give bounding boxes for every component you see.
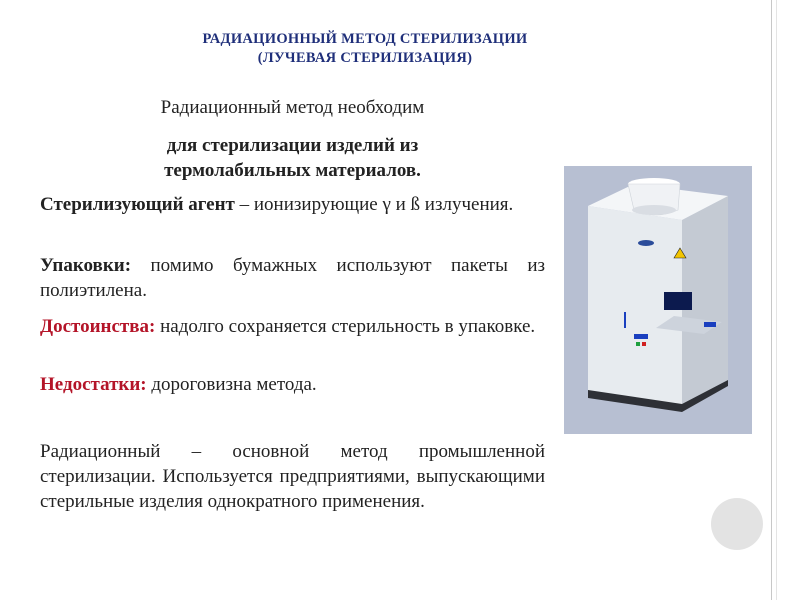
right-border-line-outer	[776, 0, 777, 600]
slide-title-line2: (ЛУЧЕВАЯ СТЕРИЛИЗАЦИЯ)	[257, 50, 473, 66]
advantages-text: надолго сохраняется стерильность в упаковке.	[155, 316, 536, 337]
packaging-label: Упаковки:	[40, 255, 132, 276]
intro-line-2	[40, 133, 545, 183]
advantages-paragraph	[40, 314, 545, 339]
conclusion-paragraph: Радиационный – основной метод промышленной стерилизации. Используется предприятиями, выпускающими стерильные изделия однократного применения.	[40, 441, 545, 512]
agent-label: Стерилизующий агент	[40, 194, 235, 215]
agent-text: – ионизирующие γ и ß излучения.	[234, 194, 514, 215]
intro-line-2a: для стерилизации изделий из	[166, 135, 419, 156]
intro-line-2b: термолабильных материалов.	[164, 160, 421, 181]
intro-line-1: Радиационный метод необходим	[160, 97, 425, 118]
right-border-line	[771, 0, 772, 600]
disadvantages-text: дороговизна метода.	[146, 374, 317, 395]
advantages-label: Достоинства:	[40, 316, 156, 337]
sterilizer-photo	[564, 166, 752, 434]
packaging-text: помимо бумажных используют пакеты из полиэтилена.	[40, 255, 545, 301]
agent-paragraph	[40, 192, 545, 217]
slide-title-line1: РАДИАЦИОННЫЙ МЕТОД СТЕРИЛИЗАЦИИ	[202, 31, 528, 47]
decorative-circle	[711, 498, 763, 550]
disadvantages-label: Недостатки:	[40, 374, 147, 395]
packaging-paragraph	[40, 253, 545, 303]
disadvantages-paragraph	[40, 372, 545, 397]
sterilizer-illustration	[564, 166, 752, 434]
slide-title	[150, 30, 580, 68]
